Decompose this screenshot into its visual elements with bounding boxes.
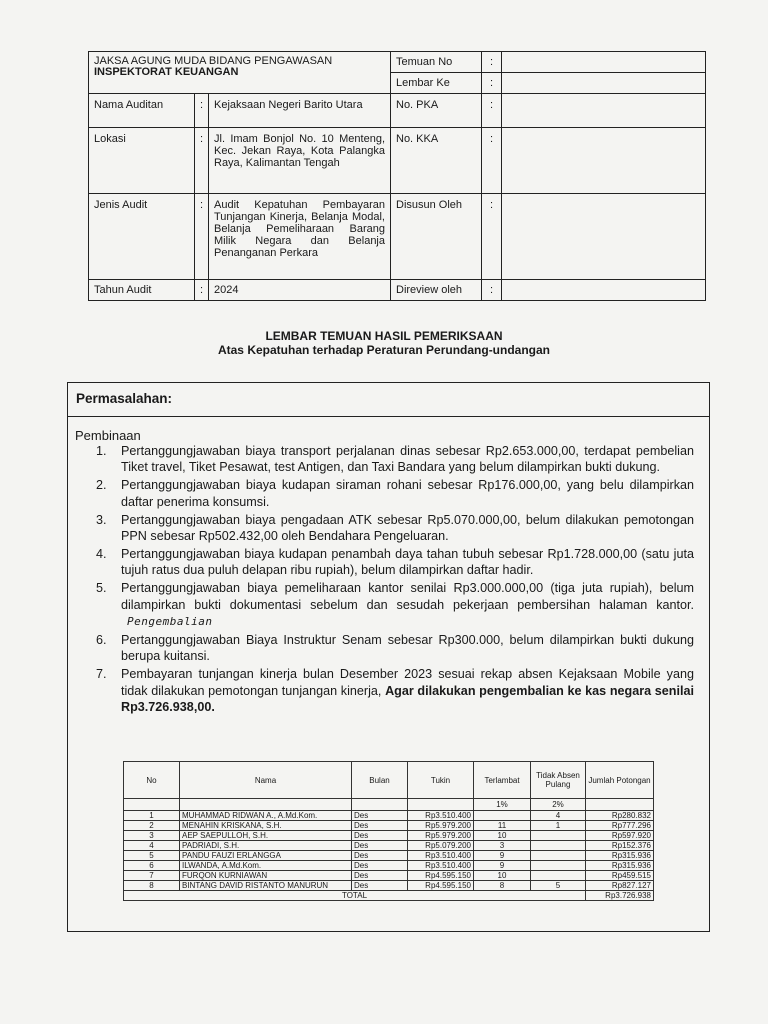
cell-nama: ILWANDA, A.Md.Kom. bbox=[180, 861, 352, 871]
cell-terlambat: 8 bbox=[474, 881, 531, 891]
cell-tukin: Rp3.510.400 bbox=[408, 851, 474, 861]
cell-tukin: Rp5.979.200 bbox=[408, 831, 474, 841]
item-text: Pertanggungjawaban biaya pengadaan ATK sebesar Rp5.070.000,00, belum dilakukan pemotongan PPN sebesar Rp502.432,00 oleh Bendahara Pengeluaran. bbox=[121, 512, 694, 544]
colon: : bbox=[482, 52, 502, 73]
col-header-jumlah-potongan: Jumlah Potongan bbox=[586, 762, 654, 799]
colon: : bbox=[482, 73, 502, 94]
nama-auditan-value: Kejaksaan Negeri Barito Utara bbox=[209, 94, 391, 128]
cell-nama: PADRIADI, S.H. bbox=[180, 841, 352, 851]
audit-header-table bbox=[88, 51, 706, 301]
item-text: Pertanggungjawaban Biaya Instruktur Senam sebesar Rp300.000, belum dilampirkan bukti dukung berupa kuitansi. bbox=[121, 632, 694, 664]
direview-oleh-label: Direview oleh bbox=[391, 280, 482, 301]
cell-potongan: Rp152.376 bbox=[586, 841, 654, 851]
colon: : bbox=[195, 94, 209, 128]
lembar-ke-label: Lembar Ke bbox=[391, 73, 482, 94]
cell-terlambat: 3 bbox=[474, 841, 531, 851]
cell-nama: BINTANG DAVID RISTANTO MANURUN bbox=[180, 881, 352, 891]
direview-oleh-value bbox=[502, 280, 706, 301]
cell-no: 8 bbox=[124, 881, 180, 891]
list-item bbox=[96, 632, 694, 665]
cell-bulan: Des bbox=[352, 841, 408, 851]
item-text: Pertanggungjawaban biaya transport perjalanan dinas sebesar Rp2.653.000,00, terdapat pembelian Tiket travel, Tiket Pesawat, test Antigen, dan Taxi Bandara yang belum dilampirkan bukti dukung. bbox=[121, 444, 694, 475]
cell-potongan: Rp315.936 bbox=[586, 851, 654, 861]
org-line-1: JAKSA AGUNG MUDA BIDANG PENGAWASAN bbox=[94, 55, 333, 67]
cell-tidak-absen bbox=[531, 861, 586, 871]
col-header-tukin: Tukin bbox=[408, 762, 474, 799]
cell-nama: FURQON KURNIAWAN bbox=[180, 871, 352, 881]
pct-terlambat: 1% bbox=[474, 799, 531, 811]
item-bold-text: Agar dilakukan pengembalian ke kas negara senilai Rp3.726.938,00. bbox=[121, 683, 694, 715]
cell-terlambat: 10 bbox=[474, 831, 531, 841]
cell-no: 6 bbox=[124, 861, 180, 871]
pct-tidak-absen: 2% bbox=[531, 799, 586, 811]
cell-tidak-absen bbox=[531, 831, 586, 841]
findings-list bbox=[96, 443, 694, 717]
item-text: Pertanggungjawaban biaya kudapan penambah daya tahan tubuh sebesar Rp1.728.000,00 (satu juta tujuh ratus dua puluh delapan ribu rupiah), belum dilampirkan daftar hadir. bbox=[121, 546, 694, 578]
cell-nama: MUHAMMAD RIDWAN A., A.Md.Kom. bbox=[180, 811, 352, 821]
list-item bbox=[96, 666, 694, 715]
lokasi-value: Jl. Imam Bonjol No. 10 Menteng, Kec. Jekan Raya, Kota Palangka Raya, Kalimantan Tengah bbox=[209, 128, 391, 194]
cell-tidak-absen bbox=[531, 851, 586, 861]
colon: : bbox=[482, 94, 502, 128]
nama-auditan-label: Nama Auditan bbox=[89, 94, 195, 128]
item-number: 3. bbox=[96, 512, 107, 527]
item-number: 2. bbox=[96, 478, 107, 493]
cell-tukin: Rp4.595.150 bbox=[408, 871, 474, 881]
list-item bbox=[96, 443, 694, 476]
colon: : bbox=[195, 280, 209, 301]
section-pembinaan: Pembinaan bbox=[75, 428, 141, 443]
cell-tidak-absen: 5 bbox=[531, 881, 586, 891]
col-header-no: No bbox=[124, 762, 180, 799]
cell-no: 5 bbox=[124, 851, 180, 861]
organization-name bbox=[89, 52, 391, 94]
table-row bbox=[124, 851, 654, 861]
item-text: Pembayaran tunjangan kinerja bulan Desember 2023 sesuai rekap absen Kejaksaan Mobile yang tidak dilakukan pemotongan tunjangan kinerja, bbox=[121, 667, 694, 698]
cell-tukin: Rp5.979.200 bbox=[408, 821, 474, 831]
cell-bulan: Des bbox=[352, 821, 408, 831]
no-pka-label: No. PKA bbox=[391, 94, 482, 128]
jenis-audit-value: Audit Kepatuhan Pembayaran Tunjangan Kinerja, Belanja Modal, Belanja Pemeliharaan Barang Milik Negara dan Belanja Penanganan Perkara bbox=[209, 194, 391, 280]
tahun-audit-label: Tahun Audit bbox=[89, 280, 195, 301]
cell-tukin: Rp3.510.400 bbox=[408, 861, 474, 871]
cell-terlambat: 9 bbox=[474, 861, 531, 871]
table-row bbox=[124, 871, 654, 881]
cell-tidak-absen: 4 bbox=[531, 811, 586, 821]
cell-tidak-absen bbox=[531, 841, 586, 851]
cell-nama: MENAHIN KRISKANA, S.H. bbox=[180, 821, 352, 831]
item-number: 4. bbox=[96, 546, 107, 561]
total-row bbox=[124, 891, 654, 901]
cell-potongan: Rp315.936 bbox=[586, 861, 654, 871]
col-header-bulan: Bulan bbox=[352, 762, 408, 799]
table-row bbox=[124, 841, 654, 851]
cell-bulan: Des bbox=[352, 851, 408, 861]
item-number: 6. bbox=[96, 632, 107, 647]
handwritten-note: Pengembalian bbox=[127, 615, 213, 629]
cell-tukin: Rp5.079.200 bbox=[408, 841, 474, 851]
cell-no: 4 bbox=[124, 841, 180, 851]
pct-cell-empty bbox=[408, 799, 474, 811]
pct-cell-empty bbox=[586, 799, 654, 811]
permasalahan-heading: Permasalahan: bbox=[68, 383, 709, 417]
table-row bbox=[124, 881, 654, 891]
col-header-terlambat: Terlambat bbox=[474, 762, 531, 799]
colon: : bbox=[482, 194, 502, 280]
cell-tidak-absen bbox=[531, 871, 586, 881]
cell-bulan: Des bbox=[352, 811, 408, 821]
disusun-oleh-label: Disusun Oleh bbox=[391, 194, 482, 280]
table-row bbox=[124, 831, 654, 841]
list-item bbox=[96, 546, 694, 579]
disusun-oleh-value bbox=[502, 194, 706, 280]
total-label: TOTAL bbox=[124, 891, 586, 901]
item-text: Pertanggungjawaban biaya kudapan siraman rohani sebesar Rp176.000,00, yang belu dilampirkan daftar penerima konsumsi. bbox=[121, 478, 694, 509]
item-number: 5. bbox=[96, 581, 107, 596]
pct-cell-empty bbox=[124, 799, 180, 811]
col-header-nama: Nama bbox=[180, 762, 352, 799]
item-text: Pertanggungjawaban biaya pemeliharaan kantor senilai Rp3.000.000,00 (tiga juta rupiah), belum dilampirkan bukti dokumentasi sebelum dan sesudah pekerjaan pembersihan halaman kantor. bbox=[121, 581, 694, 612]
cell-no: 3 bbox=[124, 831, 180, 841]
col-header-tidak-absen: Tidak Absen Pulang bbox=[531, 762, 586, 799]
org-line-2: INSPEKTORAT KEUANGAN bbox=[94, 66, 239, 78]
cell-no: 7 bbox=[124, 871, 180, 881]
cell-tidak-absen: 1 bbox=[531, 821, 586, 831]
colon: : bbox=[195, 194, 209, 280]
cell-tukin: Rp3.510.400 bbox=[408, 811, 474, 821]
colon: : bbox=[482, 280, 502, 301]
temuan-no-value bbox=[502, 52, 706, 73]
list-item bbox=[96, 477, 694, 510]
cell-terlambat bbox=[474, 811, 531, 821]
cell-bulan: Des bbox=[352, 871, 408, 881]
cell-terlambat: 9 bbox=[474, 851, 531, 861]
cell-potongan: Rp597.920 bbox=[586, 831, 654, 841]
cell-nama: AEP SAEPULLOH, S.H. bbox=[180, 831, 352, 841]
cell-bulan: Des bbox=[352, 881, 408, 891]
cell-bulan: Des bbox=[352, 861, 408, 871]
cell-no: 2 bbox=[124, 821, 180, 831]
cell-no: 1 bbox=[124, 811, 180, 821]
item-number: 7. bbox=[96, 667, 107, 682]
list-item bbox=[96, 512, 694, 545]
no-kka-label: No. KKA bbox=[391, 128, 482, 194]
colon: : bbox=[195, 128, 209, 194]
cell-potongan: Rp777.296 bbox=[586, 821, 654, 831]
temuan-no-label: Temuan No bbox=[391, 52, 482, 73]
document-subtitle: Atas Kepatuhan terhadap Peraturan Perundang-undangan bbox=[217, 343, 551, 357]
cell-potongan: Rp280.832 bbox=[586, 811, 654, 821]
cell-terlambat: 10 bbox=[474, 871, 531, 881]
total-value: Rp3.726.938 bbox=[586, 891, 654, 901]
no-pka-value bbox=[502, 94, 706, 128]
no-kka-value bbox=[502, 128, 706, 194]
pct-cell-empty bbox=[180, 799, 352, 811]
jenis-audit-label: Jenis Audit bbox=[89, 194, 195, 280]
lokasi-label: Lokasi bbox=[89, 128, 195, 194]
cell-potongan: Rp827.127 bbox=[586, 881, 654, 891]
tukin-deduction-table bbox=[123, 761, 654, 901]
document-title: LEMBAR TEMUAN HASIL PEMERIKSAAN bbox=[265, 329, 503, 343]
table-row bbox=[124, 811, 654, 821]
list-item bbox=[96, 580, 694, 630]
item-number: 1. bbox=[96, 444, 107, 458]
cell-potongan: Rp459.515 bbox=[586, 871, 654, 881]
lembar-ke-value bbox=[502, 73, 706, 94]
tahun-audit-value: 2024 bbox=[209, 280, 391, 301]
colon: : bbox=[482, 128, 502, 194]
cell-nama: PANDU FAUZI ERLANGGA bbox=[180, 851, 352, 861]
table-row bbox=[124, 861, 654, 871]
cell-terlambat: 11 bbox=[474, 821, 531, 831]
table-row bbox=[124, 821, 654, 831]
cell-tukin: Rp4.595.150 bbox=[408, 881, 474, 891]
cell-bulan: Des bbox=[352, 831, 408, 841]
pct-cell-empty bbox=[352, 799, 408, 811]
